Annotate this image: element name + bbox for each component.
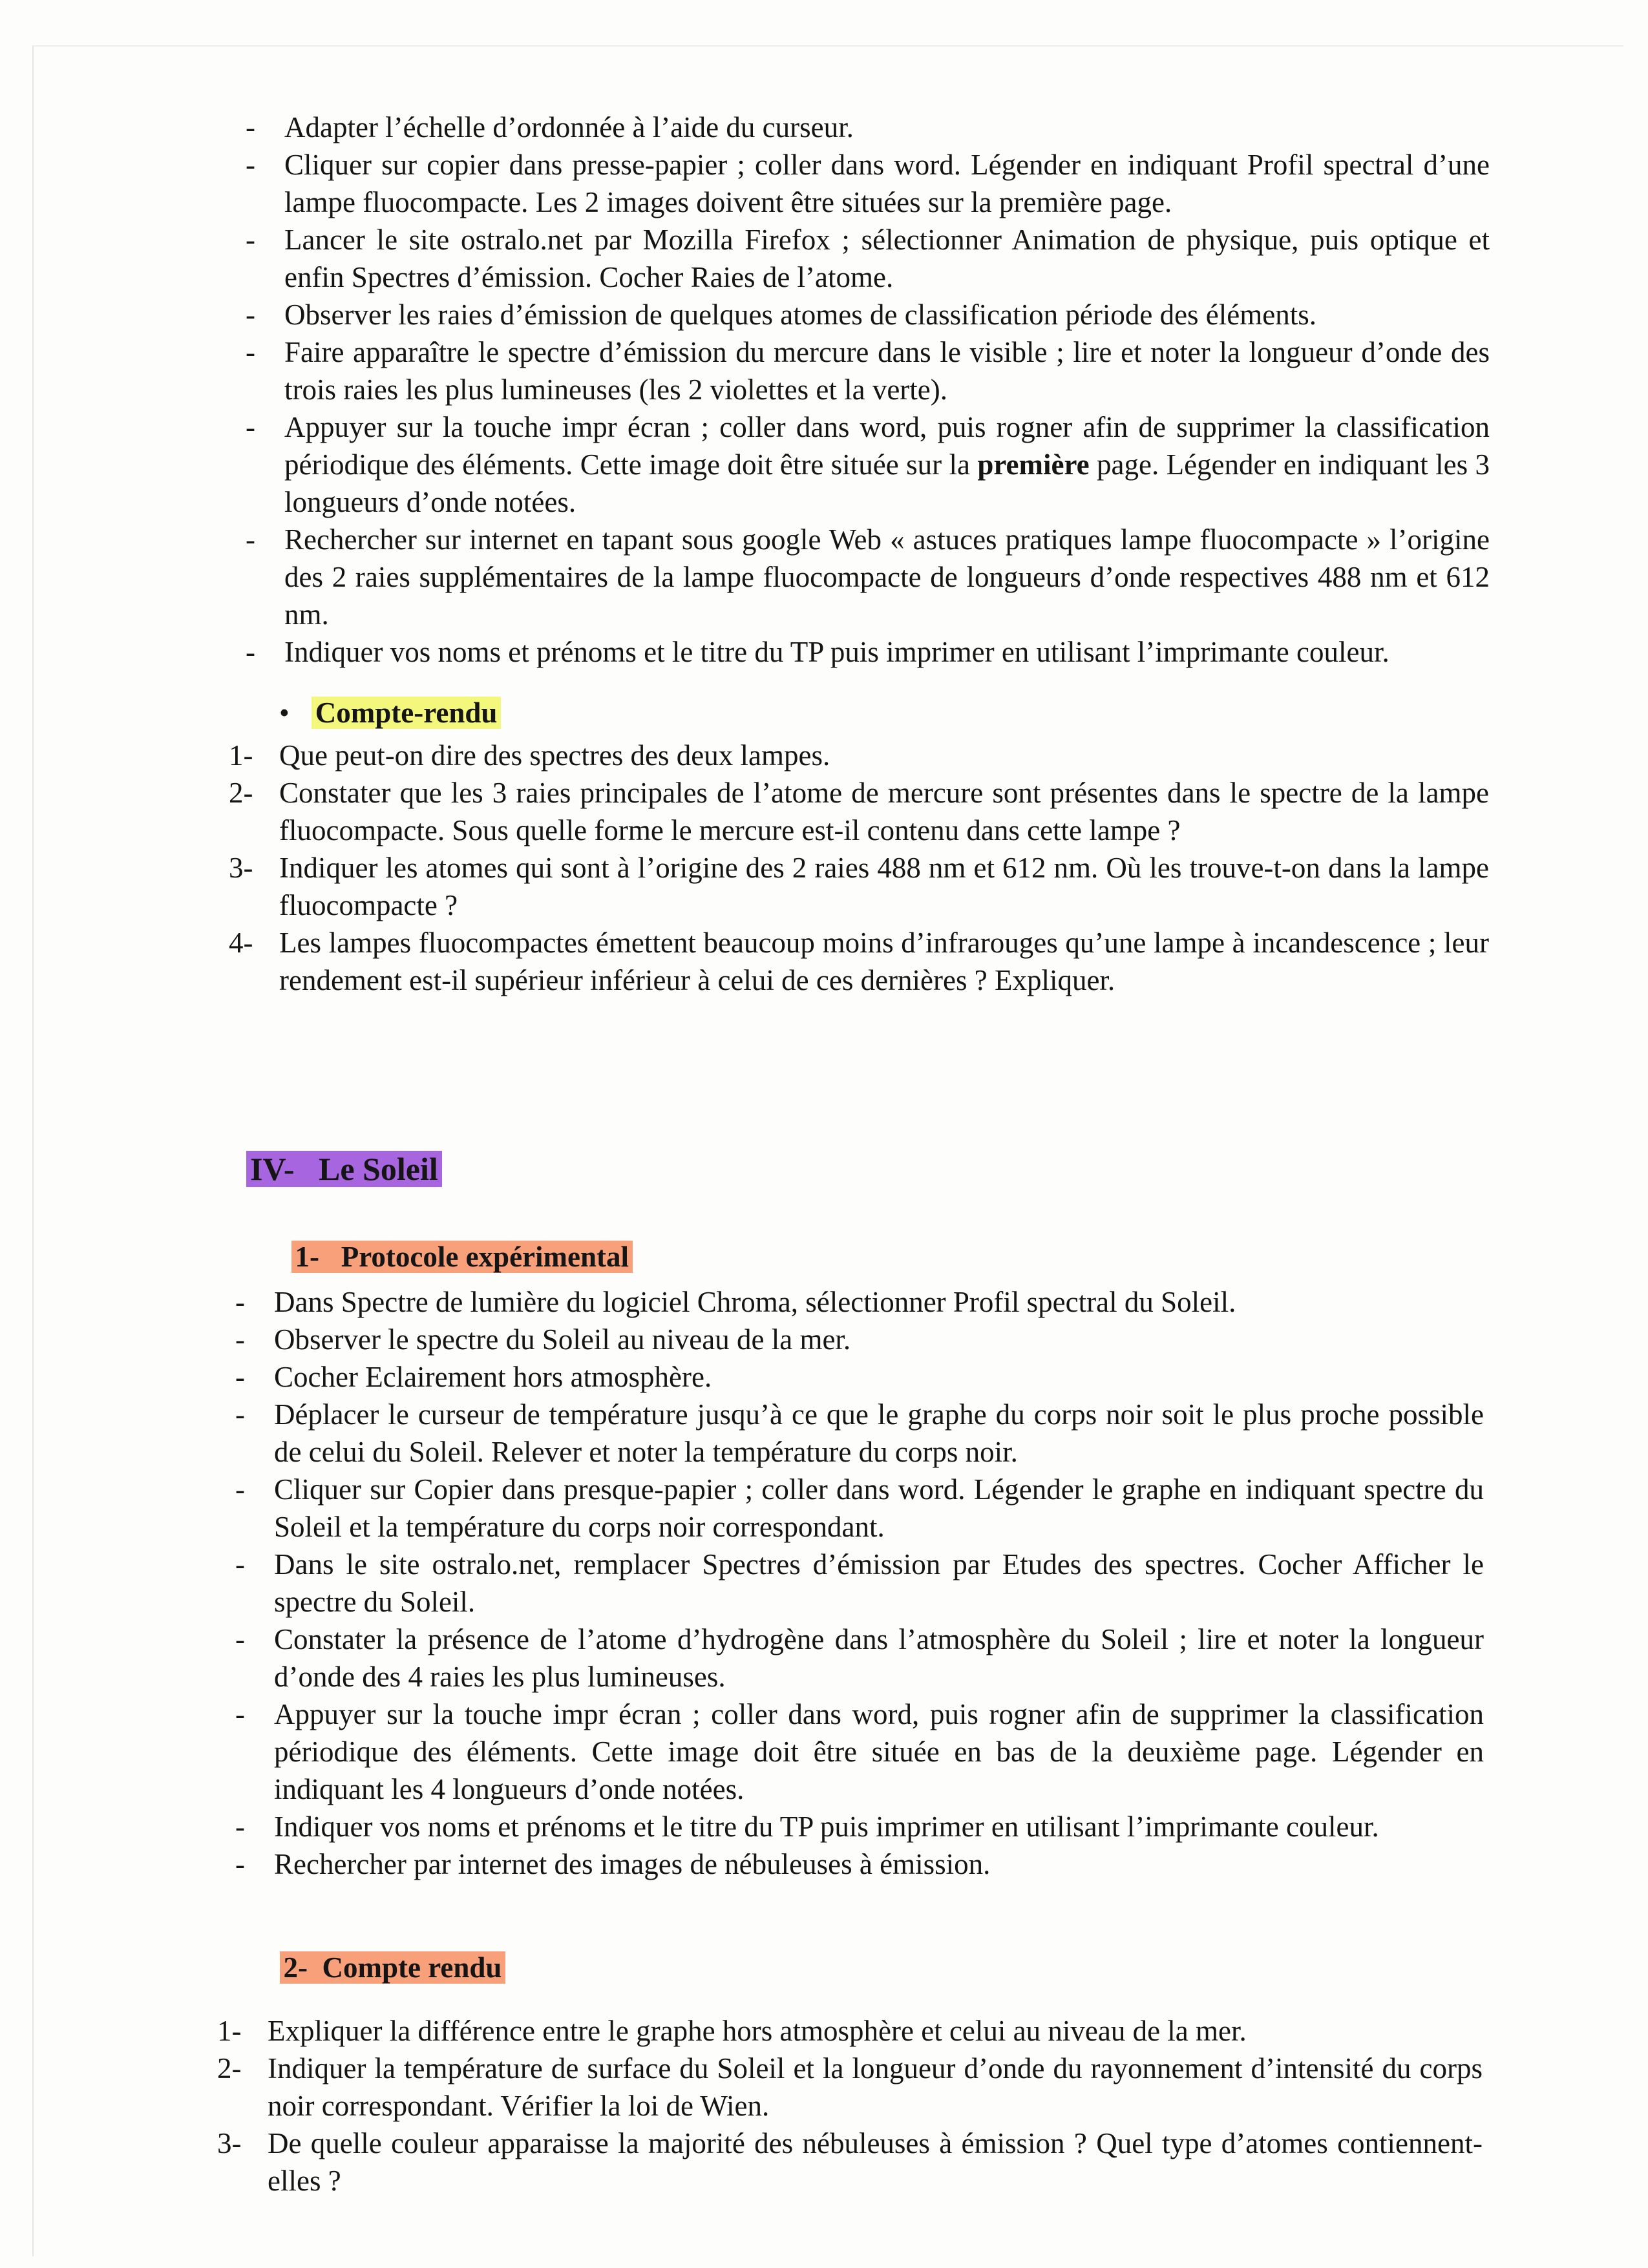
item-text: Lancer le site ostralo.net par Mozilla Firefox ; sélectionner Animation de physique, puis optique et enfin Spectres d’émission. Cocher Raies de l’atome.	[284, 224, 1490, 293]
protocole-heading	[277, 1201, 1648, 1276]
list-item	[235, 1321, 1484, 1358]
bullet: •	[279, 697, 290, 729]
soleil-questions	[217, 2012, 1483, 2200]
item-text: Rechercher sur internet en tapant sous google Web « astuces pratiques lampe fluocompacte » l’origine des 2 raies supplémentaires de la lampe fluocompacte de longueurs d’onde respectives 488 nm et 612 nm.	[284, 523, 1490, 631]
item-text: Constater la présence de l’atome d’hydrogène dans l’atmosphère du Soleil ; lire et noter la longueur d’onde des 4 raies les plus lumineuses.	[274, 1623, 1484, 1693]
item-text: page. Légender en indiquant les 3 longueurs d’onde notées.	[284, 448, 1490, 518]
list-item	[235, 1546, 1484, 1621]
question	[229, 737, 1489, 774]
list-item	[235, 1283, 1484, 1321]
dash: -	[246, 224, 255, 256]
question	[217, 2050, 1483, 2125]
item-text: Observer le spectre du Soleil au niveau de la mer.	[274, 1323, 851, 1356]
dash: -	[246, 523, 255, 556]
item-text: Rechercher par internet des images de nébuleuses à émission.	[274, 1848, 991, 1880]
question	[229, 849, 1489, 924]
item-text: Indiquer vos noms et prénoms et le titre du TP puis imprimer en utilisant l’imprimante couleur.	[274, 1811, 1379, 1843]
heading-text: 2- Compte rendu	[280, 1951, 506, 1984]
dash: -	[235, 1361, 245, 1393]
list-item	[246, 109, 1490, 146]
item-text: Dans Spectre de lumière du logiciel Chroma, sélectionner Profil spectral du Soleil.	[274, 1286, 1236, 1318]
dash: -	[235, 1698, 245, 1730]
list-item	[246, 521, 1490, 633]
dash: -	[235, 1473, 245, 1506]
dash: -	[246, 111, 255, 143]
question	[217, 2012, 1483, 2050]
list-item	[246, 146, 1490, 221]
list-item	[246, 296, 1490, 333]
dash: -	[235, 1848, 245, 1880]
dash: -	[235, 1323, 245, 1356]
item-text: Appuyer sur la touche impr écran ; coller dans word, puis rogner afin de supprimer la classification périodique des éléments. Cette image doit être située sur la	[284, 411, 1490, 481]
question-text: Indiquer les atomes qui sont à l’origine des 2 raies 488 nm et 612 nm. Où les trouve-t-on dans la lampe fluocompacte ?	[279, 852, 1489, 921]
question	[229, 774, 1489, 849]
item-text: Cocher Eclairement hors atmosphère.	[274, 1361, 712, 1393]
item-text: Observer les raies d’émission de quelques atomes de classification période des éléments.	[284, 299, 1316, 331]
list-item	[235, 1621, 1484, 1696]
question-number: 2-	[217, 2052, 242, 2084]
question-number: 1-	[229, 739, 253, 772]
bold-word: première	[977, 448, 1090, 481]
item-text: Faire apparaître le spectre d’émission du mercure dans le visible ; lire et noter la longueur d’onde des trois raies les plus lumineuses (les 2 violettes et la verte).	[284, 336, 1490, 406]
list-item	[246, 221, 1490, 296]
soleil-protocol-list	[235, 1283, 1484, 1883]
dash: -	[246, 336, 255, 368]
dash: -	[235, 1548, 245, 1580]
dash: -	[235, 1286, 245, 1318]
dash: -	[246, 149, 255, 181]
question	[217, 2125, 1483, 2200]
list-item	[235, 1845, 1484, 1883]
item-text: Appuyer sur la touche impr écran ; coller dans word, puis rogner afin de supprimer la classification périodique des éléments. Cette image doit être située en bas de la deuxième page. Légender en indiquant les 4 longueurs d’onde notées.	[274, 1698, 1484, 1805]
dash: -	[246, 411, 255, 443]
dash: -	[246, 636, 255, 668]
section-title	[230, 1109, 1648, 1189]
list-item	[235, 1396, 1484, 1471]
section-title-text: IV- Le Soleil	[246, 1151, 442, 1187]
question-text: De quelle couleur apparaisse la majorité des nébuleuses à émission ? Quel type d’atomes contiennent-elles ?	[268, 2127, 1483, 2197]
item-text: Indiquer vos noms et prénoms et le titre du TP puis imprimer en utilisant l’imprimante couleur.	[284, 636, 1389, 668]
question	[229, 924, 1489, 999]
dash: -	[235, 1398, 245, 1431]
compte-rendu-questions	[229, 737, 1489, 999]
item-text: Cliquer sur copier dans presse-papier ; coller dans word. Légender en indiquant Profil spectral d’une lampe fluocompacte. Les 2 images doivent être situées sur la première page.	[284, 149, 1490, 218]
heading-text: Compte-rendu	[312, 697, 502, 729]
question-number: 4-	[229, 927, 253, 959]
question-number: 1-	[217, 2015, 242, 2047]
list-item	[235, 1358, 1484, 1396]
dash: -	[246, 299, 255, 331]
list-item	[246, 408, 1490, 521]
question-number: 2-	[229, 777, 253, 809]
list-item	[235, 1696, 1484, 1808]
heading-text: 1- Protocole expérimental	[291, 1241, 633, 1273]
question-text: Les lampes fluocompactes émettent beaucoup moins d’infrarouges qu’une lampe à incandescence ; leur rendement est-il supérieur inférieur à celui de ces dernières ? Expliquer.	[279, 927, 1489, 996]
item-text: Adapter l’échelle d’ordonnée à l’aide du curseur.	[284, 111, 854, 143]
question-text: Constater que les 3 raies principales de l’atome de mercure sont présentes dans le spectre de la lampe fluocompacte. Sous quelle forme le mercure est-il contenu dans cette lampe ?	[279, 777, 1489, 846]
item-text: Cliquer sur Copier dans presque-papier ; coller dans word. Légender le graphe en indiquant spectre du Soleil et la température du corps noir correspondant.	[274, 1473, 1484, 1543]
question-number: 3-	[217, 2127, 242, 2159]
question-text: Que peut-on dire des spectres des deux lampes.	[279, 739, 830, 772]
compte-rendu-heading	[279, 694, 1648, 731]
list-item	[246, 633, 1490, 671]
question-text: Expliquer la différence entre le graphe hors atmosphère et celui au niveau de la mer.	[268, 2015, 1247, 2047]
part3-protocol-list	[246, 109, 1490, 671]
list-item	[235, 1808, 1484, 1845]
item-text: Dans le site ostralo.net, remplacer Spectres d’émission par Etudes des spectres. Cocher Afficher le spectre du Soleil.	[274, 1548, 1484, 1618]
question-number: 3-	[229, 852, 253, 884]
dash: -	[235, 1811, 245, 1843]
item-text: Déplacer le curseur de température jusqu’à ce que le graphe du corps noir soit le plus proche possible de celui du Soleil. Relever et noter la température du corps noir.	[274, 1398, 1484, 1468]
compte-rendu-2-heading	[265, 1911, 1648, 1986]
dash: -	[235, 1623, 245, 1655]
question-text: Indiquer la température de surface du Soleil et la longueur d’onde du rayonnement d’intensité du corps noir correspondant. Vérifier la loi de Wien.	[268, 2052, 1483, 2122]
list-item	[246, 333, 1490, 408]
list-item	[235, 1471, 1484, 1546]
